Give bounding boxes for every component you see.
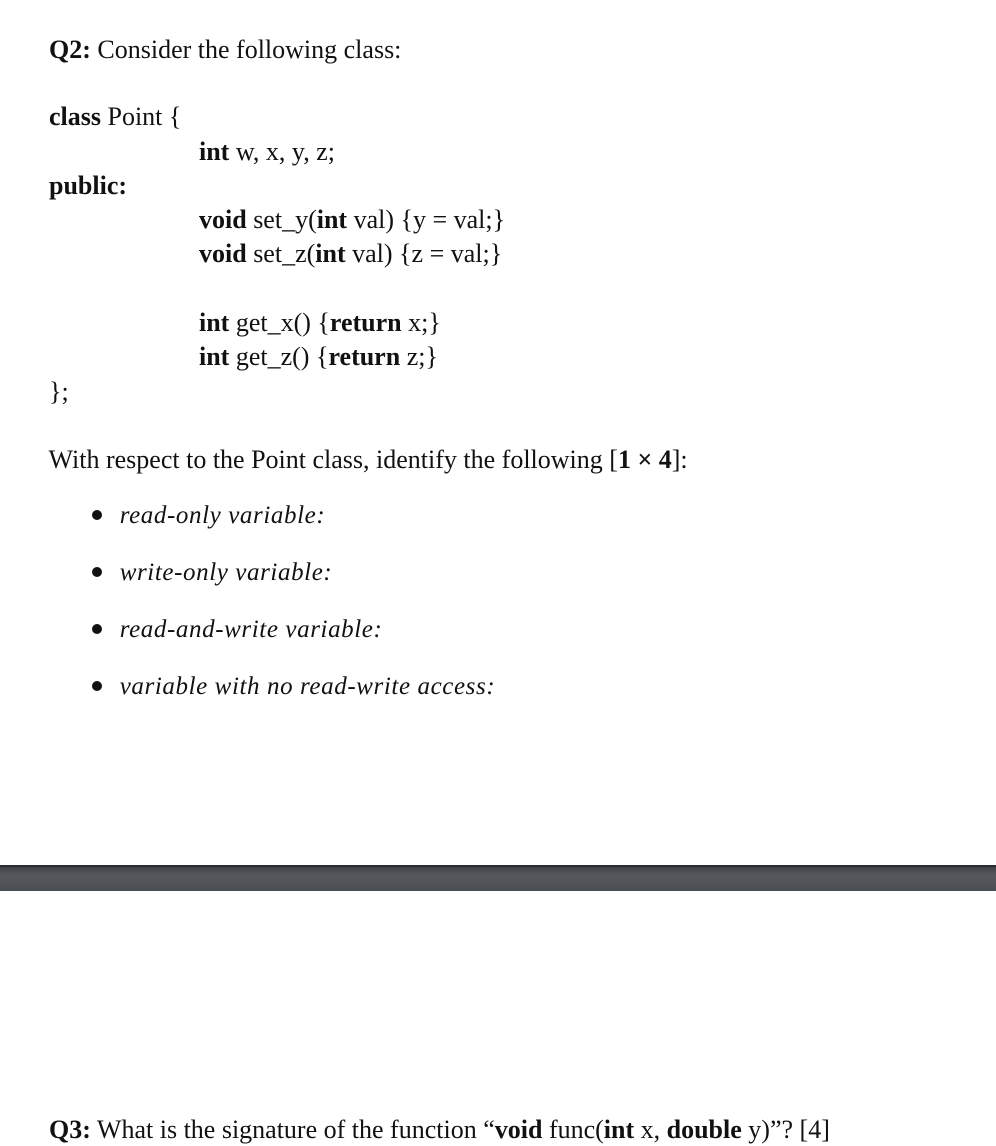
fn-body: z;} bbox=[406, 342, 438, 371]
kw-int: int bbox=[603, 1115, 635, 1144]
kw-return: return bbox=[329, 308, 402, 337]
member-vars: w, x, y, z; bbox=[235, 137, 336, 166]
kw-int: int bbox=[199, 137, 230, 166]
q2-instruction bbox=[36, 412, 688, 476]
instruction-end: ]: bbox=[671, 445, 688, 474]
fn-name: set_y( bbox=[253, 205, 317, 234]
list-item-read-and-write bbox=[78, 585, 382, 645]
bullet-icon bbox=[92, 510, 102, 520]
instruction-marks: 1 × 4 bbox=[617, 445, 672, 474]
kw-int: int bbox=[199, 342, 230, 371]
kw-public: public: bbox=[49, 171, 128, 200]
q2-prompt: Consider the following class: bbox=[97, 35, 402, 64]
page-divider bbox=[0, 865, 996, 891]
q3-text: What is the signature of the function “ bbox=[96, 1115, 495, 1144]
code-close-line bbox=[36, 344, 69, 408]
kw-int: int bbox=[315, 239, 346, 268]
list-item-label: read-only variable: bbox=[119, 502, 326, 529]
q3-text: func( bbox=[548, 1115, 604, 1144]
fn-body: x;} bbox=[408, 308, 441, 337]
bullet-icon bbox=[92, 624, 102, 634]
kw-double: double bbox=[666, 1115, 742, 1144]
q3-text: x, bbox=[640, 1115, 661, 1144]
q2-label: Q2: bbox=[49, 35, 91, 64]
bullet-icon bbox=[92, 567, 102, 577]
kw-void: void bbox=[494, 1115, 543, 1144]
q3-marks: [4] bbox=[799, 1115, 830, 1144]
code-members-line bbox=[186, 104, 335, 168]
class-name: Point bbox=[107, 102, 163, 131]
kw-return: return bbox=[328, 342, 401, 371]
q3-label: Q3: bbox=[49, 1115, 91, 1144]
bullet-icon bbox=[92, 681, 102, 691]
kw-void: void bbox=[199, 205, 247, 234]
close-brace: }; bbox=[49, 377, 69, 406]
code-access-line bbox=[36, 138, 127, 202]
list-item-read-only bbox=[78, 471, 325, 531]
kw-void: void bbox=[199, 239, 247, 268]
code-class-line bbox=[36, 69, 181, 133]
kw-class: class bbox=[49, 102, 101, 131]
fn-name: get_z() { bbox=[235, 342, 329, 371]
list-item-no-access bbox=[78, 642, 495, 702]
code-setter-z bbox=[186, 206, 502, 270]
q2-heading bbox=[36, 2, 401, 66]
kw-int: int bbox=[199, 308, 230, 337]
list-item-label: read-and-write variable: bbox=[119, 616, 383, 643]
kw-int: int bbox=[316, 205, 348, 234]
list-item-label: variable with no read-write access: bbox=[119, 673, 496, 700]
fn-name: get_x() { bbox=[235, 308, 330, 337]
list-item-write-only bbox=[78, 528, 332, 588]
list-item-label: write-only variable: bbox=[119, 559, 333, 586]
q3-text: y)”? bbox=[748, 1115, 794, 1144]
fn-body: val) {z = val;} bbox=[352, 239, 503, 268]
open-brace: { bbox=[168, 102, 182, 131]
code-getter-z bbox=[186, 309, 438, 373]
instruction-text: With respect to the Point class, identify the following [ bbox=[48, 445, 618, 474]
fn-name: set_z( bbox=[253, 239, 316, 268]
q3-question bbox=[36, 1082, 830, 1146]
fn-body: val) {y = val;} bbox=[353, 205, 506, 234]
